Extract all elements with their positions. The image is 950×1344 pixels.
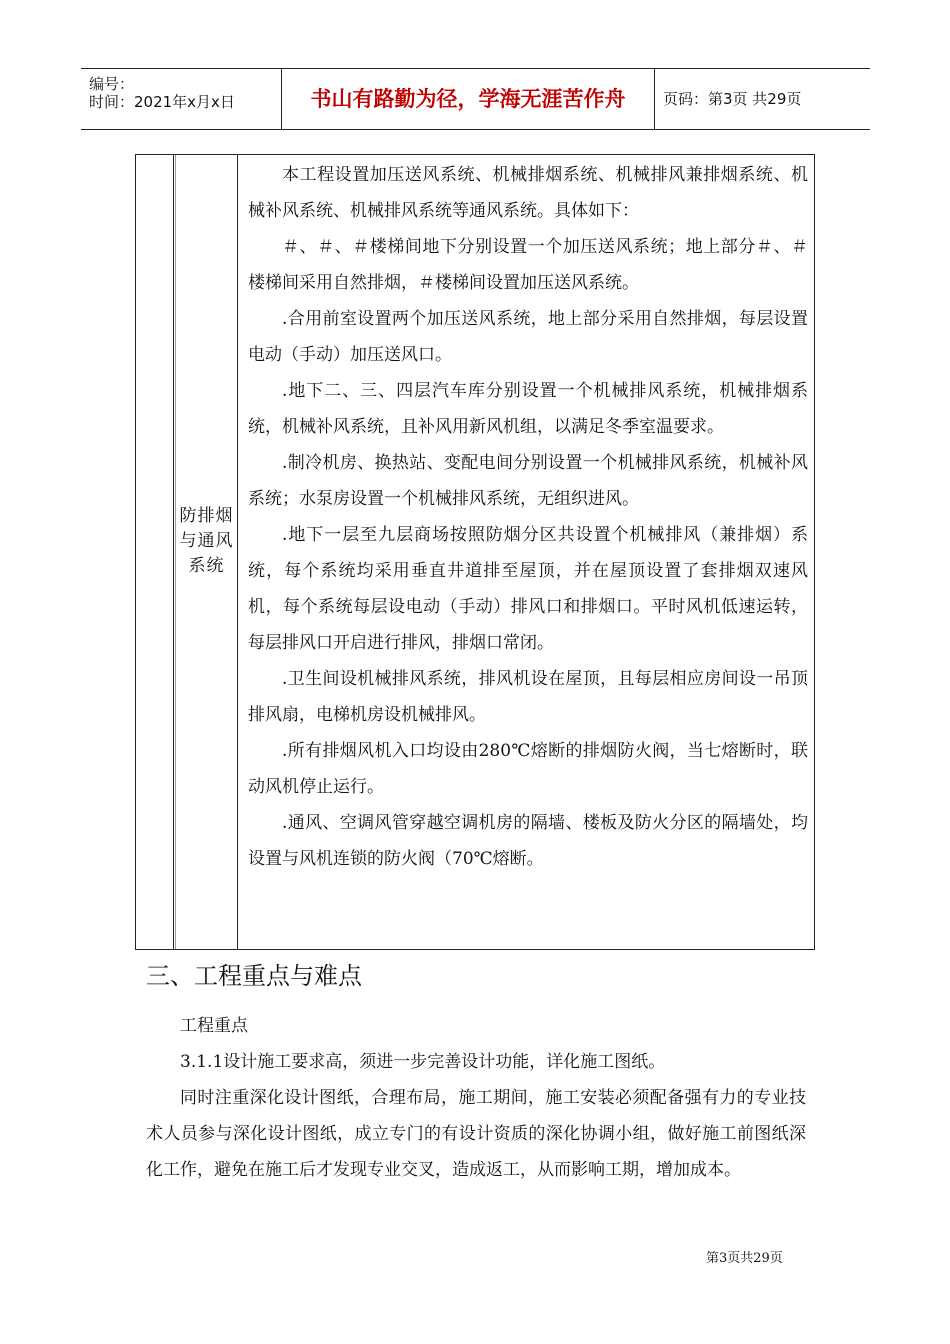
section-label-cell: 防排烟与通风系统 — [179, 506, 234, 576]
table-column-line — [173, 155, 174, 949]
content-paragraph: .通风、空调风管穿越空调机房的隔墙、楼板及防火分区的隔墙处，均设置与风机连锁的防火阀（70℃熔断。 — [248, 813, 808, 869]
header-divider — [654, 69, 655, 129]
content-paragraph: .卫生间设机械排风系统，排风机设在屋顶，且每层相应房间设一吊顶排风扇，电梯机房设机械排风。 — [248, 669, 808, 725]
section-heading: 三、工程重点与难点 — [146, 962, 362, 990]
content-paragraph: .合用前室设置两个加压送风系统，地上部分采用自然排烟，每层设置电动（手动）加压送风口。 — [248, 309, 808, 365]
section-body — [146, 1008, 806, 1188]
body-paragraph: 同时注重深化设计图纸，合理布局，施工期间，施工安装必须配备强有力的专业技术人员参与深化设计图纸，成立专门的有设计资质的深化协调小组，做好施工前图纸深化工作，避免在施工后才发现专业交叉，造成返工，从而影响工期，增加成本。 — [146, 1088, 806, 1180]
table-column-line — [237, 155, 238, 949]
body-item: 3.1.1设计施工要求高，须进一步完善设计功能，详化施工图纸。 — [180, 1052, 666, 1072]
header-info — [89, 75, 281, 111]
document-time: 时间：2021年x月x日 — [89, 93, 235, 111]
document-number-label: 编号： — [89, 75, 135, 93]
header-page-info: 页码：第3页 共29页 — [663, 90, 802, 108]
sub-heading: 工程重点 — [180, 1016, 248, 1036]
page-footer: 第3页共29页 — [706, 1251, 783, 1266]
content-paragraph: 本工程设置加压送风系统、机械排烟系统、机械排风兼排烟系统、机械补风系统、机械排风系统等通风系统。具体如下： — [248, 165, 808, 221]
content-table — [135, 154, 815, 950]
content-cell — [248, 157, 808, 877]
content-paragraph: .地下二、三、四层汽车库分别设置一个机械排风系统，机械排烟系统，机械补风系统，且补风用新风机组，以满足冬季室温要求。 — [248, 381, 808, 437]
content-paragraph: .制冷机房、换热站、变配电间分别设置一个机械排风系统，机械补风系统；水泵房设置一个机械排风系统，无组织进风。 — [248, 453, 808, 509]
content-paragraph: .地下一层至九层商场按照防烟分区共设置个机械排风（兼排烟）系统，每个系统均采用垂直井道排至屋顶，并在屋顶设置了套排烟双速风机，每个系统每层设电动（手动）排风口和排烟口。平时风机低速运转，每层排风口开启进行排风，排烟口常闭。 — [248, 525, 808, 653]
content-paragraph: .所有排烟风机入口均设由280℃熔断的排烟防火阀，当七熔断时，联动风机停止运行。 — [248, 741, 808, 797]
page-header — [81, 68, 870, 130]
content-paragraph: ＃、＃、＃楼梯间地下分别设置一个加压送风系统；地上部分＃、＃楼梯间采用自然排烟，＃楼梯间设置加压送风系统。 — [248, 237, 808, 293]
header-motto: 书山有路勤为径，学海无涯苦作舟 — [310, 87, 626, 111]
